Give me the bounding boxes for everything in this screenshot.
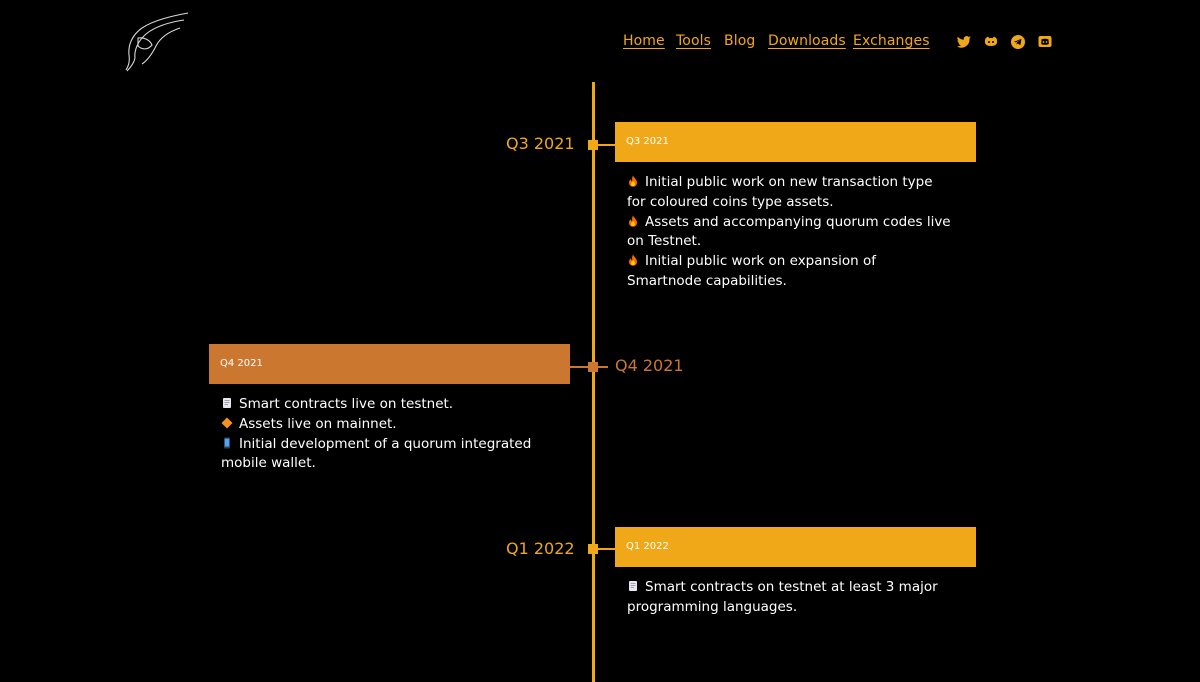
card-body-q4-2021 <box>221 395 531 474</box>
scroll-icon <box>221 397 233 409</box>
mobile-phone-icon <box>221 437 233 449</box>
timeline-line <box>592 82 595 682</box>
fire-icon <box>627 215 639 227</box>
card-body-q3-2021 <box>627 173 951 292</box>
list-item: Assets and accompanying quorum codes live <box>627 213 951 233</box>
list-item: Initial development of a quorum integrated <box>221 435 531 455</box>
github-icon[interactable] <box>983 34 999 50</box>
list-item-continued: for coloured coins type assets. <box>627 193 834 210</box>
timeline-connector <box>598 548 615 550</box>
nav-link-tools[interactable]: Tools <box>676 33 711 49</box>
nav-link-downloads[interactable]: Downloads <box>768 33 846 49</box>
discord-icon[interactable] <box>1037 34 1053 50</box>
list-item: Assets live on mainnet. <box>221 415 531 435</box>
timeline-connector <box>598 144 615 146</box>
list-item: Smart contracts live on testnet. <box>221 395 531 415</box>
nav-link-exchanges[interactable]: Exchanges <box>853 33 930 49</box>
card-header-q3-2021: Q3 2021 <box>615 122 976 162</box>
timeline-connector <box>570 366 588 368</box>
twitter-icon[interactable] <box>956 34 972 50</box>
card-header-q4-2021: Q4 2021 <box>209 344 570 384</box>
fire-icon <box>627 175 639 187</box>
card-body-q1-2022 <box>627 578 938 618</box>
list-item: Initial public work on new transaction type <box>627 173 951 193</box>
orange-diamond-icon <box>221 417 233 429</box>
list-item-continued: Smartnode capabilities. <box>627 272 787 289</box>
list-item: Initial public work on expansion of <box>627 252 951 272</box>
scroll-icon <box>627 580 639 592</box>
fire-icon <box>627 254 639 266</box>
nav-link-home[interactable]: Home <box>623 33 665 49</box>
list-item-continued: on Testnet. <box>627 233 702 250</box>
card-header-q1-2022: Q1 2022 <box>615 527 976 567</box>
timeline-marker <box>588 544 598 554</box>
timeline-marker <box>588 140 598 150</box>
timeline-marker <box>588 362 598 372</box>
quarter-label-q3-2021: Q3 2021 <box>506 134 575 153</box>
timeline-connector <box>598 366 608 368</box>
quarter-label-q1-2022: Q1 2022 <box>506 539 575 558</box>
quarter-label-q4-2021: Q4 2021 <box>615 356 684 375</box>
telegram-icon[interactable] <box>1010 34 1026 50</box>
raptoreum-logo[interactable] <box>124 10 192 72</box>
list-item: Smart contracts on testnet at least 3 major <box>627 578 938 598</box>
list-item-continued: mobile wallet. <box>221 455 316 472</box>
nav-link-blog[interactable]: Blog <box>724 33 756 49</box>
list-item-continued: programming languages. <box>627 598 798 615</box>
